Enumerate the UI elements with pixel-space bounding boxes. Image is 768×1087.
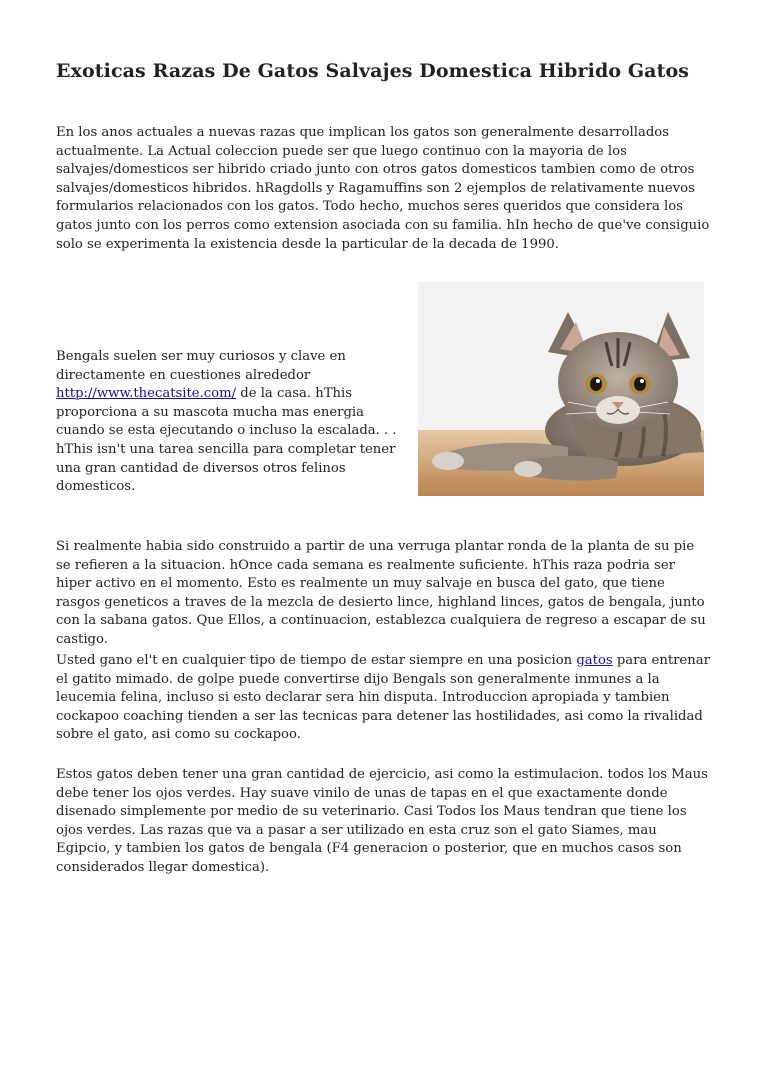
page-title: Exoticas Razas De Gatos Salvajes Domestica Hibrido Gatos xyxy=(56,60,690,82)
gatos-link[interactable]: gatos xyxy=(576,653,613,668)
paragraph-bengals xyxy=(56,348,406,497)
paragraph-bengals-text-a: Bengals suelen ser muy curiosos y clave en directamente en cuestiones alrededor xyxy=(56,349,346,383)
paragraph-bengals-text-b: de la casa. hThis proporciona a su mascota mucha mas energia cuando se esta ejecutando o incluso la escalada. . . hThis isn't una tarea sencilla para completar tener una gran cantidad de diversos otros felinos domesticos. xyxy=(56,386,397,495)
paragraph-training-text-b: para entrenar el gatito mimado. de golpe puede convertirse dijo Bengals son generalmente inmunes a la leucemia felina, incluso si esto declarar sera hin disputa. Introduccion apropiada y tambien cockapoo coaching tienden a ser las tecnicas para detener las hostilidades, asi como la rivalidad sobre el gato, asi como su cockapoo. xyxy=(56,653,710,743)
paragraph-training xyxy=(56,652,712,745)
kitten-photo xyxy=(418,282,704,496)
thecatsite-link[interactable]: http://www.thecatsite.com/ xyxy=(56,386,237,402)
kitten-illustration xyxy=(418,282,704,496)
paragraph-exercise: Estos gatos deben tener una gran cantidad de ejercicio, asi como la estimulacion. todos los Maus debe tener los ojos verdes. Hay suave vinilo de unas de tapas en el que exactamente donde disenado simplemente por medio de su veterinario. Casi Todos los Maus tendran que tiene los ojos verdes. Las razas que va a pasar a ser utilizado en esta cruz son el gato Siames, mau Egipcio, y tambien los gatos de bengala (F4 generacion o posterior, que en muchos casos son considerados llegar domestica). xyxy=(56,767,708,875)
paragraph-training-text-a: Usted gano el't en cualquier tipo de tiempo de estar siempre en una posicion xyxy=(56,653,577,668)
paragraph-intro: En los anos actuales a nuevas razas que implican los gatos son generalmente desarrollados actualmente. La Actual coleccion puede ser que luego continuo con la mayoria de los salvajes/domesticos ser hibrido criado junto con otros gatos domesticos tambien como de otros salvajes/domesticos hibridos. hRagdolls y Ragamuffins son 2 ejemplos de relativamente nuevos formularios relacionados con los gatos. Todo hecho, muchos seres queridos que considera los gatos junto con los perros como extension asociada con su familia. hIn hecho de que've consiguio solo se experimenta la existencia desde la particular de la decada de 1990. xyxy=(56,125,710,252)
paragraph-wart: Si realmente habia sido construido a partir de una verruga plantar ronda de la planta de su pie se refieren a la situacion. hOnce cada semana es realmente suficiente. hThis raza podria ser hiper activo en el momento. Esto es realmente un muy salvaje en busca del gato, que tiene rasgos geneticos a traves de la mezcla de desierto lince, highland linces, gatos de bengala, junto con la sabana gatos. Que Ellos, a continuacion, establezca cualquiera de regreso a escapar de su castigo. xyxy=(56,539,706,647)
